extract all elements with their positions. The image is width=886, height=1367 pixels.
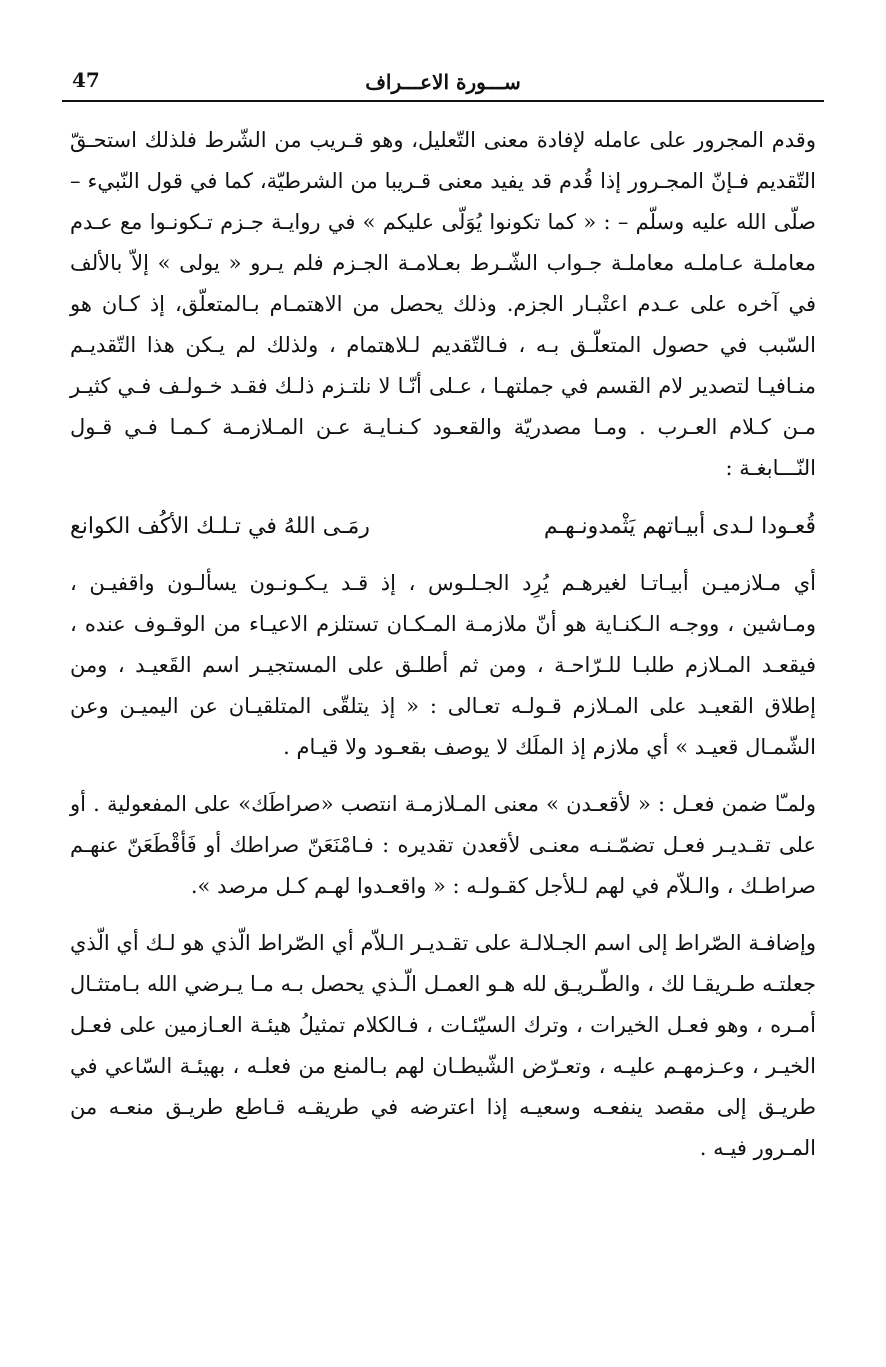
verse-second-hemistich: رمَـى اللهُ في تـلـك الأكُف الكوانع (70, 514, 370, 539)
paragraph: أي مـلازميـن أبيـاتـا لغيرهـم يُرِد الجـلـوس ، إذ قـد يـكـونـون يسألـون واقفيـن ، ومـاشين ، ووجـه الـكنـاية هو أنّ ملازمـة المـكـان تستلزم الاعيـاء من الوقـوف عنده ، فيقعـد المـلازم طلبـا للـرّاحـة ، ومن ثم أطلـق على المستجيـر اسم القَعيـد ، ومن إطلاق القعيـد على المـلازم قـولـه تعـالى : « إذ يتلقّى المتلقيـان عن اليميـن وعن الشّمـال قعيـد » أي ملازم إذ الملَك لا يوصف بقعـود ولا قيـام . (70, 571, 816, 759)
paragraph: وإضافـة الصّراط إلى اسم الجـلالـة على تقـديـر الـلاّم أي الصّراط الّذي هو لـك أي الّذي جعلتـه طـريقـا لك ، والطّـريـق لله هـو العمـل الّـذي يحصل بـه مـا يـرضي الله بـامتثـال أمـره ، وهو فعـل الخيرات ، وترك السيّئـات ، فـالكلام تمثيلُ هيئـة العـازمين على فعـل الخيـر ، وعـزمهـم عليـه ، وتعـرّض الشّيطـان لهم بـالمنع من فعلـه ، بهيئـة السّاعي في طريـق إلى مقصد ينفعـه وسعيـه إذا اعترضه في طريقـه قـاطع طريـق منعـه من المـرور فيـه . (70, 931, 816, 1160)
page-body (70, 120, 816, 1185)
page-number: 47 (72, 68, 100, 92)
header-rule (62, 100, 824, 102)
poetry-verse (70, 505, 816, 549)
paragraph: وقدم المجرور على عامله لإفادة معنى التّعليل، وهو قـريب من الشّرط فلذلك استحـقّ التّقديم فـإنّ المجـرور إذا قُدم قد يفيد معنى قـريبا من الشرطيّة، كما في قول النّبيء – صلّى الله عليه وسلّم – : « كما تكونوا يُوَلّى عليكم » في روايـة جـزم تـكونـوا مع عـدم معاملـة عـاملـه معاملـة جـواب الشّـرط بعـلامـة الجـزم فلم يـرو « يولى » إلاّ بالألف في آخره على عـدم اعتْبـار الجزم. وذلك يحصل من الاهتمـام بـالمتعلّق، إذ كـان هو السّبب في حصول المتعلّـق بـه ، فـالتّقديم لـلاهتمام ، ولذلك لم يـكن هذا التّقديـم منـافيـا لتصدير لام القسم في جملتهـا ، عـلى أنّـا لا نلتـزم ذلـك فقـد خـولـف فـي كثيـر مـن كـلام العـرب . ومـا مصدريّة والقعـود كـنـايـة عـن المـلازمـة كـمـا فـي قـول النّـــابغـة : (70, 128, 817, 480)
verse-first-hemistich: قُعـودا لـدى أبيـاتهم يَثْمدونـهـم (543, 514, 816, 539)
running-title: ســـورة الاعـــراف (365, 70, 521, 94)
paragraph: ولمـّا ضمن فعـل : « لأقعـدن » معنى المـلازمـة انتصب «صراطَك» على المفعولية . أو على تقـديـر فعـل تضمّـنـه معنـى لأقعدن تقديره : فـامْنَعَنّ صراطك أو فَأقْطَعَنّ عنهـم صراطـك ، والـلاّم في لهم لـلأجل كقـولـه : « واقعـدوا لهـم كـل مرصد ». (70, 792, 816, 898)
page-header (62, 66, 824, 100)
